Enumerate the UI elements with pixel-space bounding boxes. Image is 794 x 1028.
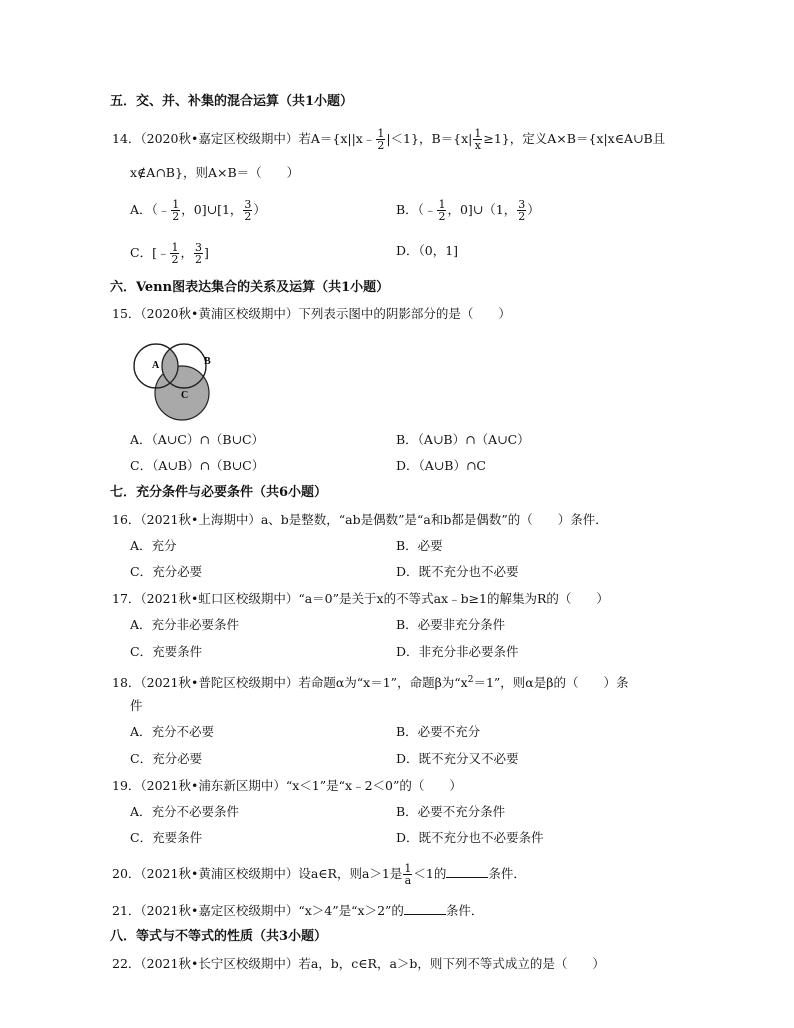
q14-fraction-1: $\frac{1}{2}$ (377, 127, 385, 152)
q20-answer-blank[interactable] (446, 865, 488, 878)
question-17-stem: 17．（2021秋•虹口区校级期中）“a＝0”是关于x的不等式ax﹣b≥1的解集为R的（ ） (112, 591, 609, 606)
venn-diagram (132, 338, 228, 422)
q14-fraction-2: $\frac{1}{x}$ (474, 127, 482, 152)
section-heading-8: 八．等式与不等式的性质（共3小题） (110, 929, 328, 944)
q14-post: ≥1}，定义A×B＝{x|x∈A∪B且 (483, 131, 666, 146)
q16-option-a[interactable]: A．充分 (130, 538, 177, 553)
q16-option-d[interactable]: D．既不充分也不必要 (396, 564, 519, 579)
question-18-stem-line2: 件 (130, 698, 143, 713)
q18-option-d[interactable]: D．既不充分又不必要 (396, 751, 519, 766)
q16-option-c[interactable]: C．充分必要 (130, 564, 203, 579)
q19-option-c[interactable]: C．充要条件 (130, 830, 203, 845)
q17-option-b[interactable]: B．必要非充分条件 (396, 617, 506, 632)
q19-option-b[interactable]: B．必要不充分条件 (396, 804, 506, 819)
q14-a-frac-three-halves: $\frac{3}{2}$ (244, 198, 252, 223)
question-18-stem: 18．（2021秋•普陀区校级期中）若命题α为“x＝1”，命题β为“$x^2=1$”，则α是β的（ ）条 (112, 675, 629, 691)
q14-pre: 14．（2020秋•嘉定区校级期中）若A＝{x||x﹣ (112, 131, 376, 146)
q17-option-c[interactable]: C．充要条件 (130, 644, 203, 659)
question-19-stem: 19．（2021秋•浦东新区期中）“x＜1”是“x﹣2＜0”的（ ） (112, 778, 462, 793)
q19-option-a[interactable]: A．充分不必要条件 (130, 804, 240, 819)
section-heading-7: 七．充分条件与必要条件（共6小题） (110, 485, 328, 500)
venn-label-a: A (152, 360, 160, 371)
q14-c-frac-half: $\frac{1}{2}$ (171, 241, 179, 266)
section-heading-6: 六．Venn图表达集合的关系及运算（共1小题） (110, 280, 390, 295)
q20-fraction: $\frac{1}{a}$ (404, 862, 412, 887)
q18-option-a[interactable]: A．充分不必要 (130, 724, 215, 739)
q15-option-a[interactable]: A．（A∪C）∩（B∪C） (130, 432, 265, 447)
q15-option-c[interactable]: C．（A∪B）∩（B∪C） (130, 458, 265, 473)
question-14-stem (112, 128, 665, 151)
question-21-stem: 21．（2021秋•嘉定区校级期中）“x＞4”是“x＞2”的 条件． (112, 903, 484, 918)
question-14-stem-line2: x∉A∩B}，则A×B＝（ ） (130, 165, 300, 180)
q14-option-c[interactable]: C．[﹣ $\frac{1}{2}$ ， $\frac{3}{2}$ ] (130, 241, 209, 266)
question-15-stem: 15．（2020秋•黄浦区校级期中）下列表示图中的阴影部分的是（ ） (112, 306, 511, 321)
q14-b-frac-half: $\frac{1}{2}$ (438, 198, 446, 223)
question-22-stem: 22．（2021秋•长宁区校级期中）若a，b，c∈R，a＞b，则下列不等式成立的是（ ） (112, 956, 605, 971)
q19-option-d[interactable]: D．既不充分也不必要条件 (396, 830, 544, 845)
q14-b-frac-three-halves: $\frac{3}{2}$ (518, 198, 526, 223)
q16-option-b[interactable]: B．必要 (396, 538, 443, 553)
q14-option-a[interactable]: A．（﹣ $\frac{1}{2}$ ，0]∪[1， $\frac{3}{2}$ ） (130, 198, 266, 223)
q14-option-d[interactable]: D．（0，1] (396, 243, 459, 258)
q14-c-frac-three-halves: $\frac{3}{2}$ (194, 241, 202, 266)
q15-option-d[interactable]: D．（A∪B）∩C (396, 458, 486, 473)
venn-label-b: B (204, 356, 211, 367)
q15-option-b[interactable]: B．（A∪B）∩（A∪C） (396, 432, 530, 447)
q21-answer-blank[interactable] (404, 902, 446, 915)
q14-option-b[interactable]: B．（﹣ $\frac{1}{2}$ ，0]∪（1， $\frac{3}{2}$ ） (396, 198, 540, 223)
q14-mid: |＜1}，B＝{x| (386, 131, 473, 146)
section-heading-5: 五．交、并、补集的混合运算（共1小题） (110, 94, 354, 109)
question-20-stem: 20．（2021秋•黄浦区校级期中）设a∈R，则a＞1是 $\frac{1}{a}$ ＜1的 条件． (112, 862, 526, 887)
q14-a-frac-half: $\frac{1}{2}$ (172, 198, 180, 223)
venn-label-c: C (181, 390, 189, 401)
q18-option-b[interactable]: B．必要不充分 (396, 724, 481, 739)
q18-option-c[interactable]: C．充分必要 (130, 751, 203, 766)
q17-option-d[interactable]: D．非充分非必要条件 (396, 644, 519, 659)
q17-option-a[interactable]: A．充分非必要条件 (130, 617, 240, 632)
question-16-stem: 16．（2021秋•上海期中）a、b是整数，“ab是偶数”是“a和b都是偶数”的（ ）条件． (112, 512, 608, 527)
